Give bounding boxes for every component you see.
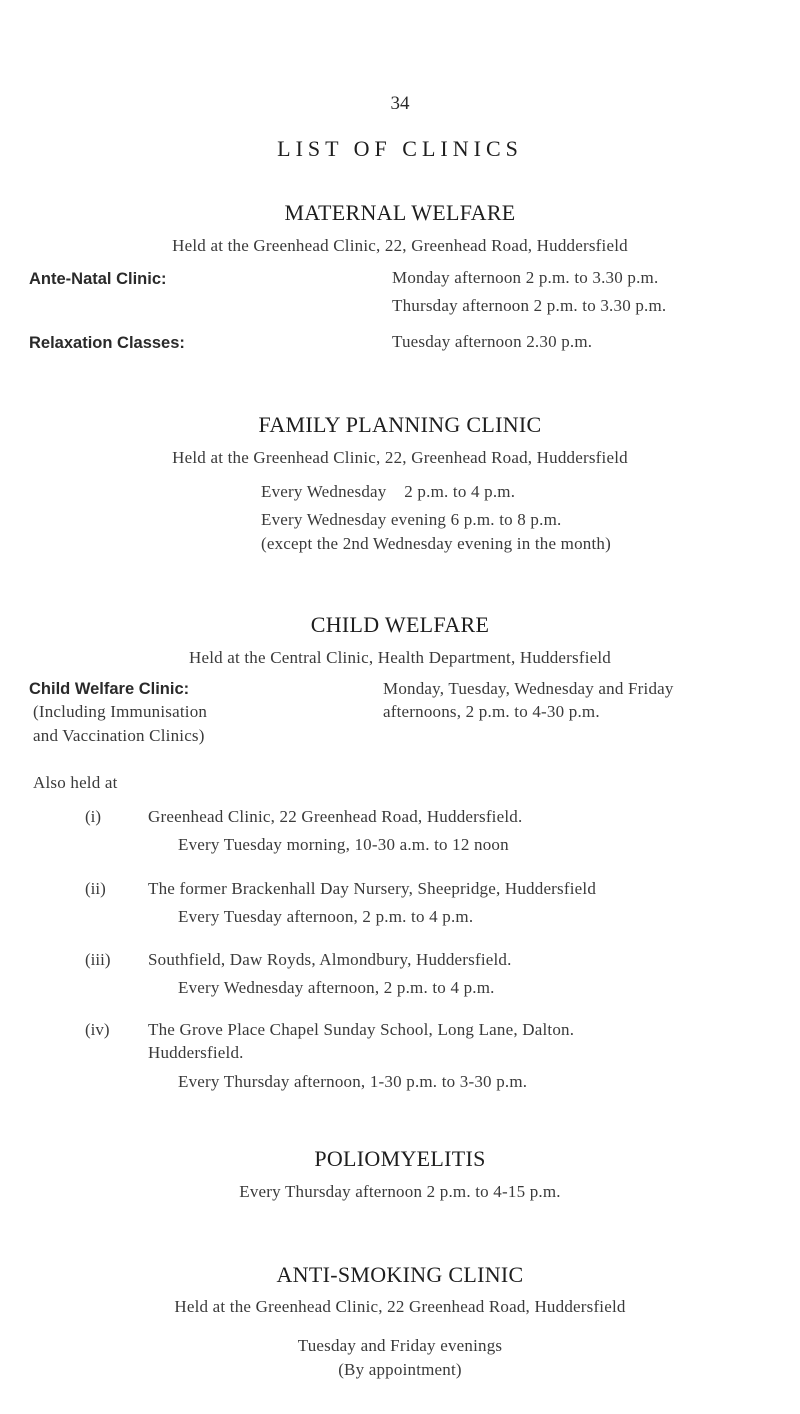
- location-line: Every Tuesday morning, 10-30 a.m. to 12 noon: [178, 835, 509, 854]
- child-welfare-time: Monday, Tuesday, Wednesday and Friday: [383, 679, 674, 698]
- location-line: The Grove Place Chapel Sunday School, Long Lane, Dalton.: [148, 1020, 575, 1039]
- family-planning-heading: FAMILY PLANNING CLINIC: [258, 412, 542, 437]
- location-line: The former Brackenhall Day Nursery, Sheepridge, Huddersfield: [148, 879, 597, 898]
- also-held-label: Also held at: [33, 773, 118, 792]
- location-line: Every Wednesday afternoon, 2 p.m. to 4 p.m.: [178, 978, 495, 997]
- poliomyelitis-time: Every Thursday afternoon 2 p.m. to 4-15 p.m.: [239, 1182, 561, 1201]
- antenatal-time: Thursday afternoon 2 p.m. to 3.30 p.m.: [392, 296, 667, 315]
- family-planning-line: Every Wednesday 2 p.m. to 4 p.m.: [261, 482, 516, 501]
- anti-smoking-heading: ANTI-SMOKING CLINIC: [276, 1262, 524, 1287]
- antenatal-label: Ante-Natal Clinic:: [29, 270, 167, 288]
- location-number: (iv): [85, 1020, 110, 1039]
- child-welfare-note: and Vaccination Clinics): [33, 726, 205, 745]
- location-line: Southfield, Daw Royds, Almondbury, Huddersfield.: [148, 950, 512, 969]
- child-welfare-venue: Held at the Central Clinic, Health Department, Huddersfield: [188, 648, 612, 667]
- child-welfare-heading: CHILD WELFARE: [310, 612, 490, 637]
- anti-smoking-venue: Held at the Greenhead Clinic, 22 Greenhead Road, Huddersfield: [174, 1297, 626, 1316]
- location-line: Every Tuesday afternoon, 2 p.m. to 4 p.m.: [178, 907, 474, 926]
- relaxation-label: Relaxation Classes:: [29, 334, 185, 352]
- family-planning-venue: Held at the Greenhead Clinic, 22, Greenhead Road, Huddersfield: [172, 448, 628, 467]
- page-number: 34: [390, 93, 410, 114]
- location-line: Every Thursday afternoon, 1-30 p.m. to 3-30 p.m.: [178, 1072, 528, 1091]
- anti-smoking-time: Tuesday and Friday evenings: [297, 1336, 503, 1355]
- location-line: Huddersfield.: [148, 1043, 244, 1062]
- maternal-welfare-heading: MATERNAL WELFARE: [284, 200, 516, 225]
- anti-smoking-note: (By appointment): [338, 1360, 462, 1379]
- antenatal-time: Monday afternoon 2 p.m. to 3.30 p.m.: [392, 268, 659, 287]
- poliomyelitis-heading: POLIOMYELITIS: [314, 1146, 486, 1171]
- location-number: (i): [85, 807, 102, 826]
- location-number: (ii): [85, 879, 106, 898]
- family-planning-line: Every Wednesday evening 6 p.m. to 8 p.m.: [261, 510, 562, 529]
- family-planning-line: (except the 2nd Wednesday evening in the month): [261, 534, 611, 553]
- maternal-venue: Held at the Greenhead Clinic, 22, Greenhead Road, Huddersfield: [172, 236, 628, 255]
- location-number: (iii): [85, 950, 111, 969]
- page-title: LIST OF CLINICS: [277, 136, 523, 161]
- location-line: Greenhead Clinic, 22 Greenhead Road, Huddersfield.: [148, 807, 523, 826]
- child-welfare-label: Child Welfare Clinic:: [29, 680, 190, 698]
- relaxation-time: Tuesday afternoon 2.30 p.m.: [392, 332, 593, 351]
- child-welfare-time: afternoons, 2 p.m. to 4-30 p.m.: [383, 702, 600, 721]
- child-welfare-note: (Including Immunisation: [33, 702, 208, 721]
